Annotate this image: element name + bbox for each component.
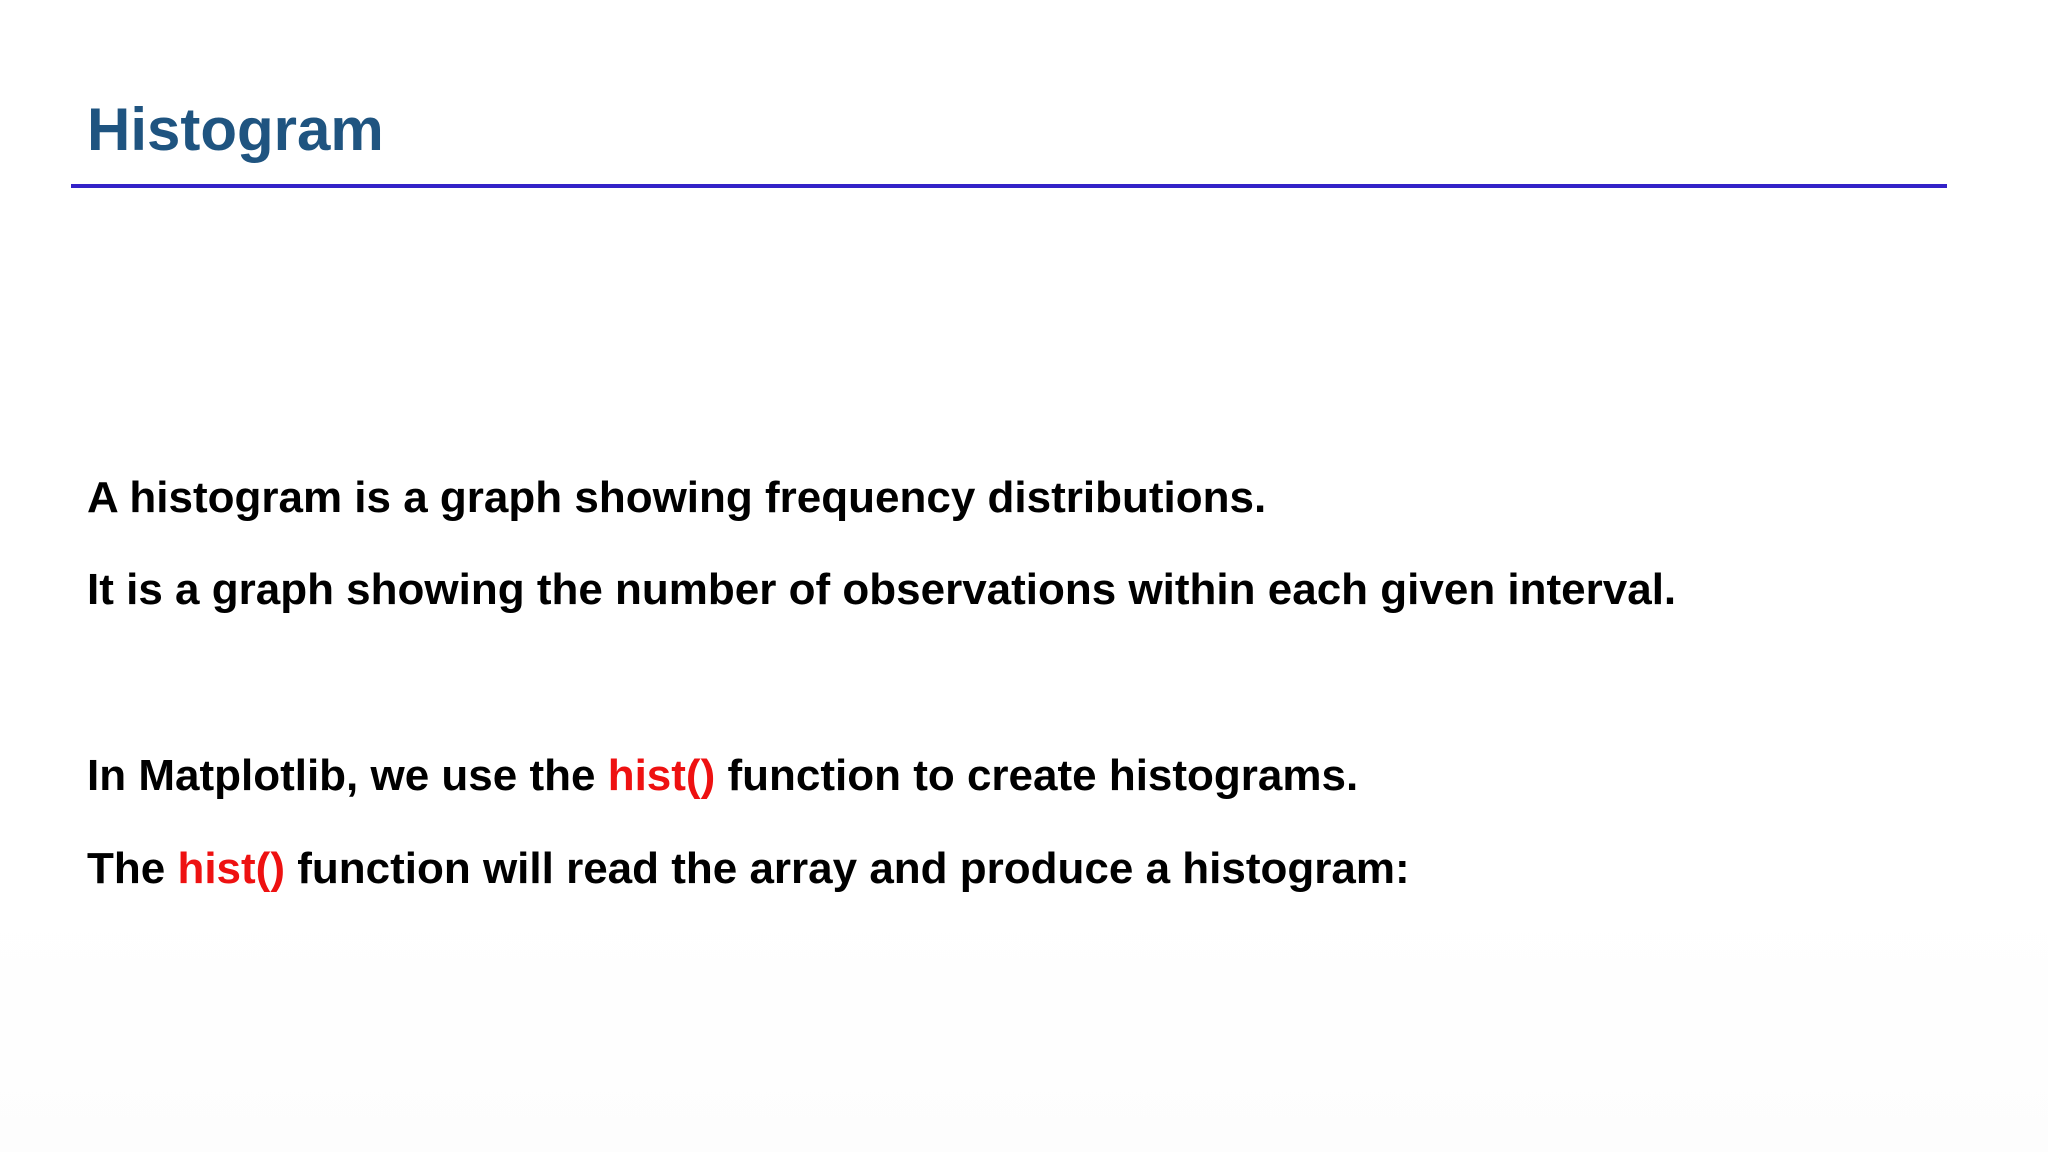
text-segment: In Matplotlib, we use the [87, 751, 608, 800]
text-segment: function to create histograms. [715, 751, 1359, 800]
hist-function-highlight: hist() [177, 844, 285, 893]
body-line-explanation: It is a graph showing the number of observations within each given interval. [87, 565, 1677, 614]
body-line-definition: A histogram is a graph showing frequency distributions. [87, 473, 1267, 522]
text-segment: function will read the array and produce a histogram: [284, 844, 1410, 893]
body-line-hist-reads-array [87, 844, 1410, 893]
title-underline [71, 184, 1947, 188]
hist-function-highlight: hist() [607, 751, 716, 800]
body-line-matplotlib [87, 751, 1359, 800]
slide-title: Histogram [87, 96, 384, 163]
text-segment: The [87, 844, 178, 893]
